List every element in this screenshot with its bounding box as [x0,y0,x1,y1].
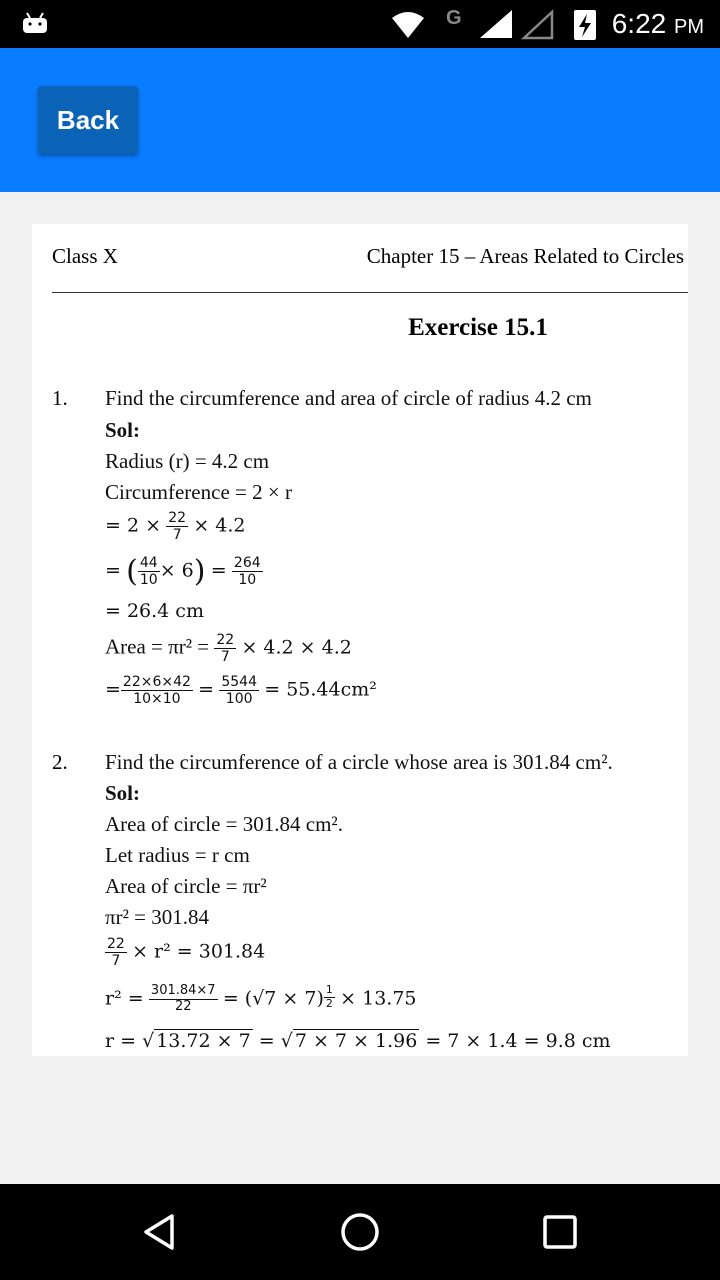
q2-line6: r² = $\frac{301.84\times 7}{22}$ = (√7 × 7) $\frac{1}{2}$ × 13.75 [105,983,417,1014]
q1-number: 1. [52,386,68,410]
q1-step1-pre: = 2 × [105,514,162,537]
nav-recents-icon[interactable] [538,1210,582,1254]
q1-area-frac: $\frac{22}{7}$ [216,632,235,666]
q1-frac-22-7: $\frac{22}{7}$ [168,510,187,544]
q1-circumference: Circumference = 2 × r [105,480,292,504]
q2-exp-half: $\frac{1}{2}$ [325,983,333,1010]
nav-back-icon[interactable] [138,1210,182,1254]
network-type-icon: G [446,7,462,29]
q2-number: 2. [52,750,68,774]
q2-line5: $\frac{22}{7}$ × r² = 301.84 [107,936,266,970]
q2-line3: Area of circle = πr² [105,874,267,898]
q1-step1-post: × 4.2 [193,514,246,537]
navigation-bar [0,1184,720,1280]
header-divider [52,292,688,293]
signal-icon [480,10,512,38]
header-class: Class X [52,244,118,268]
nav-home-icon[interactable] [338,1210,382,1254]
q2-frac-22-7: $\frac{22}{7}$ [107,936,125,970]
q2-line1: Area of circle = 301.84 cm². [105,812,343,836]
q2-sol: Sol: [105,781,141,805]
header-chapter: Chapter 15 – Areas Related to Circles [366,244,684,268]
signal-2-icon [524,12,552,38]
q1-radius: Radius (r) = 4.2 cm [105,449,270,473]
q1-area-step2: = $\frac{22\times 6\times 42}{10\times 10}$ = $\frac{5544}{100}$ = 55.44cm² [105,674,377,708]
q1-sol: Sol: [105,418,141,442]
q2-line7: r = √ 13.72 × 7 = √ 7 × 7 × 1.96 = 7 × 1.4 = 9.8 cm [105,1030,611,1052]
q2-question: Find the circumference of a circle whose area is 301.84 cm². [105,750,613,774]
q2-line4: πr² = 301.84 [105,905,209,929]
wifi-icon [392,12,424,38]
status-bar [0,0,720,48]
q1-step2: = ( $\frac{44}{10}$ × 6) = $\frac{264}{10}$ [105,554,261,589]
q1-area-frac-2: $\frac{5544}{100}$ [221,674,257,708]
q2-line2: Let radius = r cm [105,843,250,867]
exercise-title: Exercise 15.1 [408,314,548,341]
status-time: 6:22 PM [611,8,704,39]
q1-step1 [105,510,246,543]
q1-frac-44-10: $\frac{44}{10}$ [139,554,158,588]
q1-question: Find the circumference and area of circle of radius 4.2 cm [105,386,592,410]
status-icons [388,6,608,42]
document-page[interactable] [32,224,688,1056]
q1-step3: = 26.4 cm [105,600,204,622]
q1-area: Area = πr² = $\frac{22}{7}$ × 4.2 × 4.2 [105,632,352,666]
android-notification-icon [22,12,48,34]
q2-frac-301: $\frac{301.84\times 7}{22}$ [150,983,216,1014]
back-button[interactable]: Back [38,86,138,154]
q1-frac-264-10: $\frac{264}{10}$ [233,554,261,588]
q1-area-frac-1: $\frac{22\times 6\times 42}{10\times 10}$ [122,674,191,708]
